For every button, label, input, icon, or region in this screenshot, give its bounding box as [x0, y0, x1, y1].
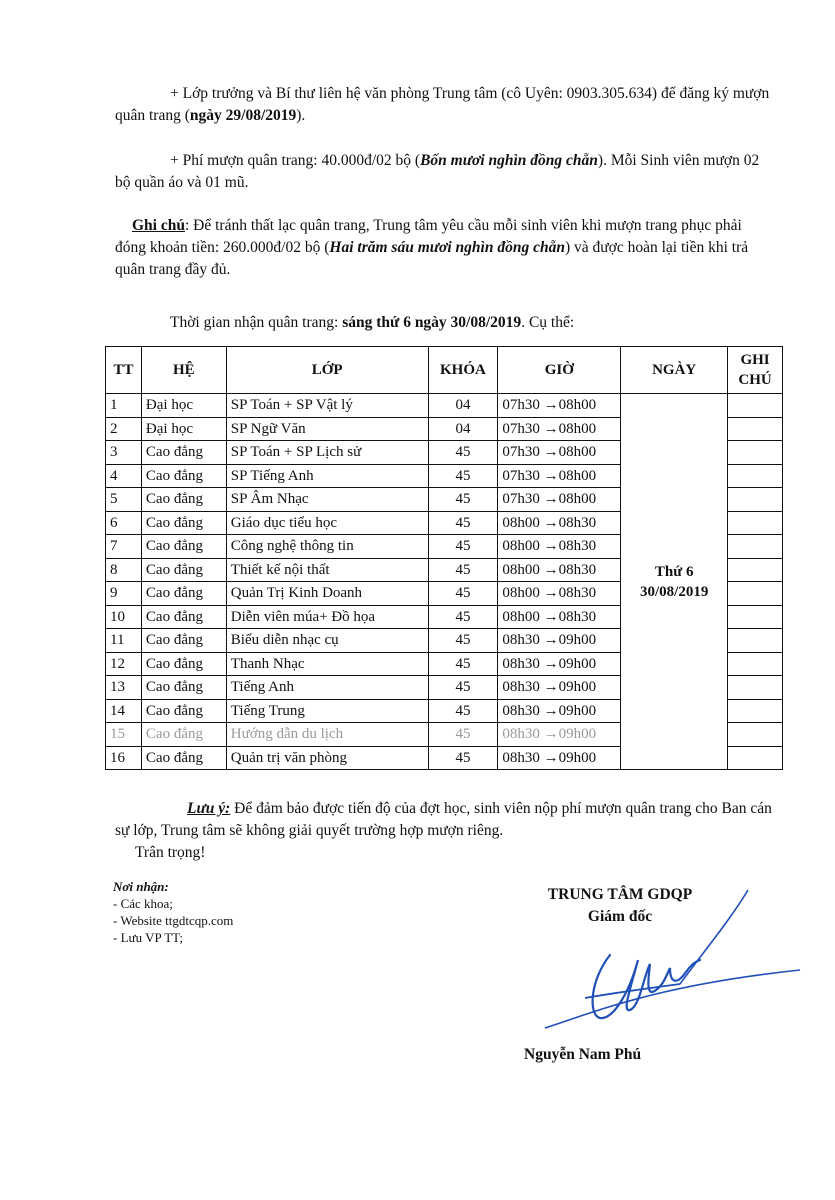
cell-ghichu [728, 676, 783, 700]
cell-lop: Quản Trị Kinh Doanh [226, 582, 428, 606]
cell-khoa: 45 [428, 746, 498, 770]
date-weekday: Thứ 6 [654, 563, 694, 580]
cell-he: Cao đẳng [141, 605, 226, 629]
cell-gio: 08h30 →09h00 [498, 652, 621, 676]
cell-he: Cao đẳng [141, 464, 226, 488]
cell-lop: Thanh Nhạc [226, 652, 428, 676]
table-header-row [106, 347, 783, 394]
cell-gio: 07h30 →08h00 [498, 488, 621, 512]
cell-gio: 07h30 →08h00 [498, 464, 621, 488]
cell-he: Cao đẳng [141, 488, 226, 512]
cell-lop: SP Âm Nhạc [226, 488, 428, 512]
cell-khoa: 04 [428, 417, 498, 441]
cell-khoa: 45 [428, 582, 498, 606]
luu-y-text: Để đảm bảo được tiến độ của đợt học, sinh viên nộp phí mượn quân trang cho Ban cán sự lớp, Trung tâm sẽ không giải quyết trường hợp mượn riêng. [115, 800, 772, 839]
cell-khoa: 45 [428, 511, 498, 535]
cell-he: Cao đẳng [141, 652, 226, 676]
cell-lop: SP Ngữ Văn [226, 417, 428, 441]
cell-tt: 8 [106, 558, 142, 582]
header-tt: TT [106, 347, 142, 394]
cell-gio: 08h00 →08h30 [498, 558, 621, 582]
cell-he: Cao đẳng [141, 723, 226, 747]
cell-khoa: 45 [428, 441, 498, 465]
cell-ghichu [728, 605, 783, 629]
cell-he: Cao đẳng [141, 441, 226, 465]
cell-he: Cao đẳng [141, 535, 226, 559]
recipient-item: - Lưu VP TT; [113, 930, 184, 945]
cell-he: Cao đẳng [141, 629, 226, 653]
paragraph-note [115, 215, 775, 281]
cell-gio: 08h00 →08h30 [498, 511, 621, 535]
recipients-heading: Nơi nhận: [113, 879, 169, 894]
cell-he: Cao đẳng [141, 511, 226, 535]
cell-lop: Quản trị văn phòng [226, 746, 428, 770]
cell-tt: 7 [106, 535, 142, 559]
luu-y-label: Lưu ý: [187, 800, 231, 817]
cell-ghichu [728, 723, 783, 747]
cell-tt: 5 [106, 488, 142, 512]
recipients-block [113, 878, 233, 946]
cell-lop: SP Tiếng Anh [226, 464, 428, 488]
cell-khoa: 45 [428, 464, 498, 488]
cell-khoa: 04 [428, 394, 498, 418]
cell-gio: 08h30 →09h00 [498, 723, 621, 747]
cell-lop: Biểu diễn nhạc cụ [226, 629, 428, 653]
cell-tt: 2 [106, 417, 142, 441]
signer-name: Nguyễn Nam Phú [524, 1046, 642, 1063]
text-segment: : Để tránh thất lạc quân trang, Trung tâm yêu cầu mỗi sinh viên khi mượn trang phục phải đóng khoản tiền: 260.000đ/02 bộ ( [115, 217, 742, 256]
header-he: HỆ [141, 347, 226, 394]
cell-gio: 08h00 →08h30 [498, 582, 621, 606]
deposit-in-words: Hai trăm sáu mươi nghìn đồng chẵn [329, 239, 565, 256]
cell-gio: 08h00 →08h30 [498, 535, 621, 559]
cell-ghichu [728, 629, 783, 653]
fee-in-words: Bốn mươi nghìn đồng chẵn [420, 152, 598, 169]
cell-lop: Thiết kế nội thất [226, 558, 428, 582]
registration-date: ngày 29/08/2019 [189, 107, 297, 124]
cell-khoa: 45 [428, 558, 498, 582]
header-ghichu-line2: CHÚ [738, 372, 772, 388]
cell-he: Cao đẳng [141, 746, 226, 770]
pickup-date: sáng thứ 6 ngày 30/08/2019 [342, 314, 522, 331]
cell-khoa: 45 [428, 535, 498, 559]
paragraph-fee [115, 150, 775, 194]
handwritten-signature [530, 880, 810, 1040]
cell-he: Đại học [141, 417, 226, 441]
cell-khoa: 45 [428, 488, 498, 512]
cell-ghichu [728, 746, 783, 770]
text-segment: ) và được hoàn lại tiền khi trả quân trang đầy đủ. [115, 239, 749, 278]
cell-lop: SP Toán + SP Lịch sử [226, 441, 428, 465]
cell-he: Cao đẳng [141, 699, 226, 723]
cell-he: Cao đẳng [141, 558, 226, 582]
header-ghichu-line1: GHI [740, 352, 770, 368]
cell-lop: Tiếng Trung [226, 699, 428, 723]
cell-tt: 14 [106, 699, 142, 723]
cell-tt: 16 [106, 746, 142, 770]
cell-ghichu [728, 558, 783, 582]
header-lop: LỚP [226, 347, 428, 394]
cell-khoa: 45 [428, 723, 498, 747]
date-value: 30/08/2019 [639, 583, 709, 600]
cell-he: Cao đẳng [141, 676, 226, 700]
text-segment: Thời gian nhận quân trang: [170, 314, 343, 331]
cell-lop: Giáo dục tiểu học [226, 511, 428, 535]
cell-tt: 12 [106, 652, 142, 676]
cell-tt: 11 [106, 629, 142, 653]
cell-tt: 13 [106, 676, 142, 700]
cell-khoa: 45 [428, 652, 498, 676]
cell-gio: 08h30 →09h00 [498, 629, 621, 653]
organization-name: TRUNG TÂM GDQP [547, 886, 693, 903]
header-gio: GIỜ [498, 347, 621, 394]
cell-khoa: 45 [428, 605, 498, 629]
cell-khoa: 45 [428, 676, 498, 700]
cell-tt: 4 [106, 464, 142, 488]
cell-gio: 07h30 →08h00 [498, 394, 621, 418]
paragraph-luu-y [115, 798, 775, 842]
cell-ghichu [728, 441, 783, 465]
header-ngay: NGÀY [621, 347, 728, 394]
text-segment: + Phí mượn quân trang: 40.000đ/02 bộ ( [170, 152, 421, 169]
cell-ghichu [728, 417, 783, 441]
cell-tt: 10 [106, 605, 142, 629]
cell-gio: 07h30 →08h00 [498, 417, 621, 441]
regards: Trân trọng! [135, 844, 206, 861]
text-segment: + Lớp trưởng và Bí thư liên hệ văn phòng Trung tâm (cô Uyên: 0903.305.634) để đăng ký mượn quân trang ( [115, 85, 770, 124]
recipient-item: - Website ttgdtcqp.com [113, 913, 234, 928]
cell-tt: 3 [106, 441, 142, 465]
cell-ghichu [728, 699, 783, 723]
paragraph-pickup-time [170, 312, 574, 334]
cell-lop: SP Toán + SP Vật lý [226, 394, 428, 418]
cell-lop: Tiếng Anh [226, 676, 428, 700]
cell-khoa: 45 [428, 699, 498, 723]
cell-tt: 9 [106, 582, 142, 606]
cell-he: Đại học [141, 394, 226, 418]
cell-gio: 08h30 →09h00 [498, 746, 621, 770]
cell-gio: 08h30 →09h00 [498, 699, 621, 723]
table-row [106, 394, 783, 418]
cell-gio: 08h00 →08h30 [498, 605, 621, 629]
cell-lop: Hướng dẫn du lịch [226, 723, 428, 747]
note-label: Ghi chú [132, 217, 185, 234]
recipient-item: - Các khoa; [113, 896, 173, 911]
cell-ghichu [728, 488, 783, 512]
cell-ghichu [728, 464, 783, 488]
cell-gio: 08h30 →09h00 [498, 676, 621, 700]
cell-tt: 1 [106, 394, 142, 418]
signer-position: Giám đốc [587, 908, 653, 925]
text-segment: ). [296, 107, 306, 124]
cell-lop: Công nghệ thông tin [226, 535, 428, 559]
header-khoa: KHÓA [428, 347, 498, 394]
cell-ghichu [728, 394, 783, 418]
cell-ghichu [728, 511, 783, 535]
cell-ghichu [728, 535, 783, 559]
text-segment: ). Mỗi Sinh viên mượn 02 bộ quần áo và 01 mũ. [115, 152, 760, 191]
cell-gio: 07h30 →08h00 [498, 441, 621, 465]
text-segment: . Cụ thể: [521, 314, 575, 331]
paragraph-registration [115, 83, 775, 127]
header-ghichu [728, 347, 783, 394]
cell-tt: 15 [106, 723, 142, 747]
schedule-table [105, 346, 783, 770]
cell-tt: 6 [106, 511, 142, 535]
cell-lop: Diễn viên múa+ Đồ họa [226, 605, 428, 629]
cell-ghichu [728, 582, 783, 606]
cell-he: Cao đẳng [141, 582, 226, 606]
cell-khoa: 45 [428, 629, 498, 653]
cell-ghichu [728, 652, 783, 676]
date-cell [621, 394, 728, 770]
